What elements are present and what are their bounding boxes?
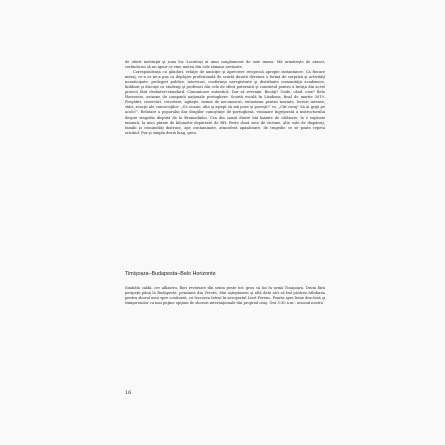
page-number: 16 [125,390,132,396]
bottom-text-block [125,286,325,306]
paragraph: Simbătă caldă, cer albastru, flori revărsate din senin peste tot: greu să las în urmă Timişoara. Drum fără peripeţii până la Budapesta, pensiune din Vecsés. Mai aşteptasem şi altă dată aici să îmi păstrez răbdarea pentru zborul meu spre continent, cu trecerea Intrui în aeroportul Liszt Ferenc. Poarta spre lume deschisă şi timişorenilor cu mai puţine opţiuni de zboruri internaţionale din propriul oraş. Ora 5:30 a.m.: avionul nostru [125,286,325,306]
paragraph: Corespondenţa cu gânduri, relaţie de amiciţie şi apreciere reciprocă apropie instantanee. Ca fiecare mesaj, ce-a ce ne-a pus ca depăşire profesională de scurtă durată devenea o formă de surpriză şi activităţi neanticipate: prelegeri publice, interviuri, conferinţe neregistrate şi distribuite comunităţii academice, întâlniri şi discuţii cu studenţi şi profesori din cele de sferă puternică şi comitetul pentru a învăţa din acest proiect fără dezbateri-standard. Comunicare autentică. Dar să revenim. Bucăţi? Unde, când, cine? Belo Horizonte, aviaone de companii naţionale portugheze. Scurtă escală în Lisabona, final de martie 2019. Pregătiri, rezervări, cercetare, agitaţie, teamă de necunoscut, entuziasm pentru noutate, lecturi intense, stări, reacţii ale cunoscuţilor: „Ce ocazie, aha şi aştept să mă poze şi poveşti!" vs. „Cât curaj! Să ai grijă pe acolo!". Relatare a poporului dar dragilor cunoştinţe de portugheză, visionare îngrijorată a instructorului despre tragedia dispută de la Brumadinho. Cea din cauză dintre băi înainte de călătorie, la o explozie minieră, la mici pâraie de kilometri depărtare de BH. Peste două sute de victime, alte sute de dispăruţi, familii şi comunităţi distruse, ape contaminate, atmosferă apăsătoare, de tragedie ce se poate repeta oricând. Pur şi simplu drum lung, greu. [125,70,325,135]
section-heading: Timişoara–Budapesta–Belo Horizonte [125,271,216,277]
top-text-block [125,60,325,136]
paragraph: de oferit instituţiă şi zona lor. Locuitori ai unui conglomerat de sate imens. Mă urmăreşte de atunci, cerându-mi să nu ignor ce vine mereu din cele rămase nevăzute. [125,60,325,70]
